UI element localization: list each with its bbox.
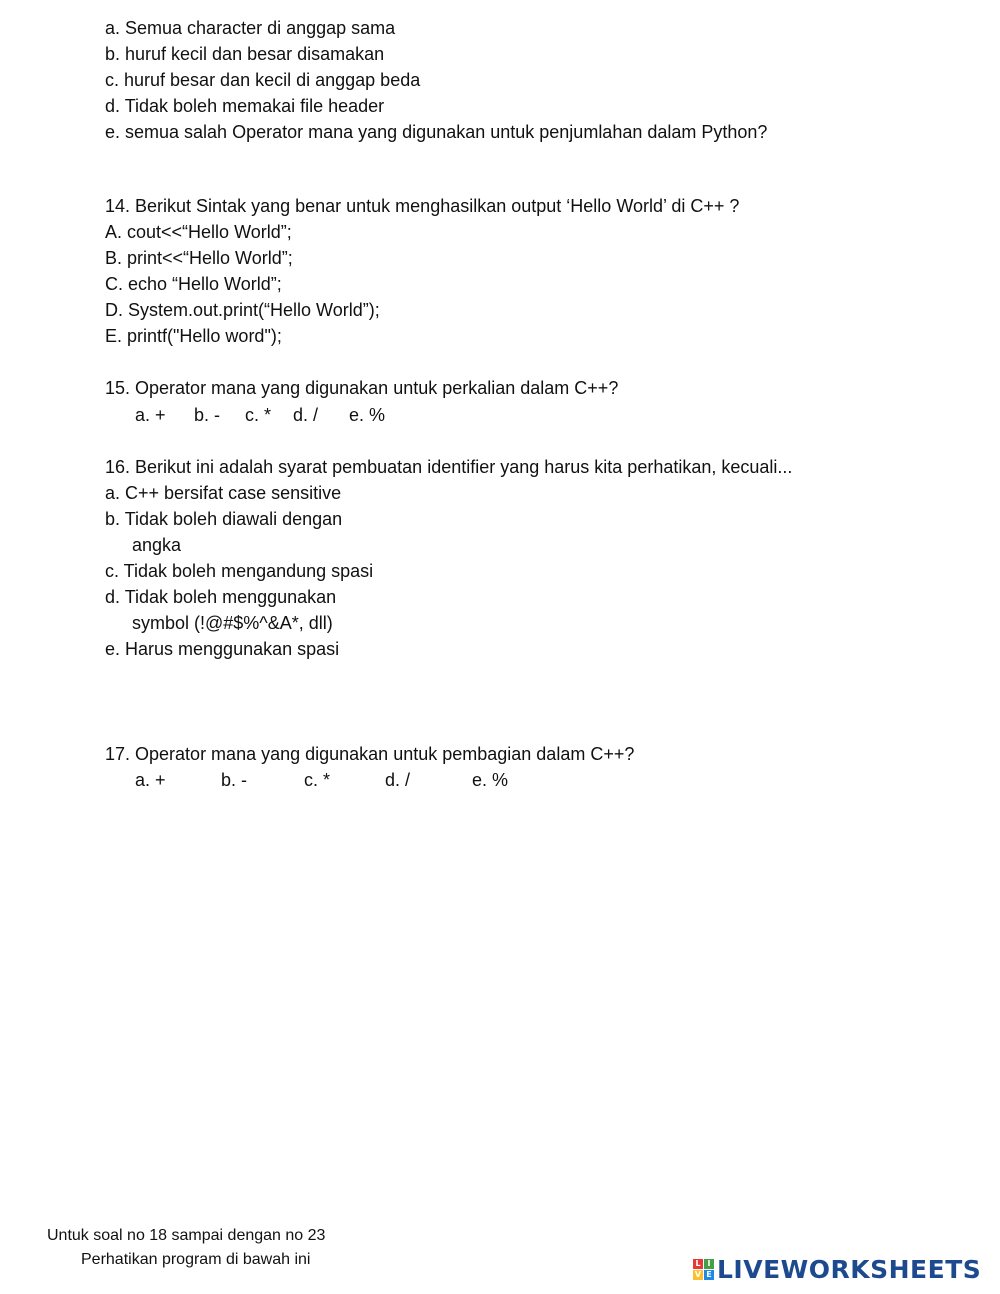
q17-option-e: e. % bbox=[472, 770, 509, 790]
q16-option-b-cont: angka bbox=[132, 535, 182, 555]
q17-question: 17. Operator mana yang digunakan untuk pembagian dalam C++? bbox=[105, 744, 635, 764]
q17-option-a: a. + bbox=[135, 770, 166, 790]
q17-option-b: b. - bbox=[221, 770, 248, 790]
q16-option-d: d. Tidak boleh menggunakan bbox=[105, 587, 337, 607]
q13-option-b: b. huruf kecil dan besar disamakan bbox=[105, 44, 385, 64]
q16-option-a: a. C++ bersifat case sensitive bbox=[105, 483, 342, 503]
liveworksheets-logo-text: LIVEWORKSHEETS bbox=[717, 1254, 982, 1284]
footer-instruction: Perhatikan program di bawah ini bbox=[81, 1251, 311, 1268]
q14-question: 14. Berikut Sintak yang benar untuk menghasilkan output ‘Hello World’ di C++ ? bbox=[105, 196, 740, 216]
q16-option-b: b. Tidak boleh diawali dengan bbox=[105, 509, 343, 529]
q16-question: 16. Berikut ini adalah syarat pembuatan identifier yang harus kita perhatikan, kecuali... bbox=[105, 457, 793, 477]
q16-option-d-cont: symbol (!@#$%^&A*, dll) bbox=[132, 613, 333, 633]
q14-option-d: D. System.out.print(“Hello World”); bbox=[105, 300, 380, 320]
q14-option-a: A. cout<<“Hello World”; bbox=[105, 222, 292, 242]
footer-note: Untuk soal no 18 sampai dengan no 23 bbox=[47, 1227, 326, 1244]
logo-letter-i: I bbox=[704, 1259, 714, 1269]
q13-option-d: d. Tidak boleh memakai file header bbox=[105, 96, 385, 116]
q14-option-c: C. echo “Hello World”; bbox=[105, 274, 282, 294]
q14-option-e: E. printf("Hello word"); bbox=[105, 326, 282, 346]
q15-option-a: a. + bbox=[135, 405, 166, 425]
q13-option-c: c. huruf besar dan kecil di anggap beda bbox=[105, 70, 421, 90]
logo-letter-e: E bbox=[704, 1270, 714, 1280]
q14-option-b: B. print<<“Hello World”; bbox=[105, 248, 293, 268]
q16-option-c: c. Tidak boleh mengandung spasi bbox=[105, 561, 374, 581]
liveworksheets-logo-icon bbox=[693, 1259, 714, 1280]
q16-option-e: e. Harus menggunakan spasi bbox=[105, 639, 340, 659]
q15-option-b: b. - bbox=[194, 405, 221, 425]
q17-option-d: d. / bbox=[385, 770, 411, 790]
q13-option-e: e. semua salah Operator mana yang digunakan untuk penjumlahan dalam Python? bbox=[105, 122, 768, 142]
q17-option-c: c. * bbox=[304, 770, 331, 790]
logo-letter-l: L bbox=[693, 1259, 703, 1269]
q15-option-d: d. / bbox=[293, 405, 319, 425]
q15-question: 15. Operator mana yang digunakan untuk perkalian dalam C++? bbox=[105, 378, 619, 398]
q15-option-e: e. % bbox=[349, 405, 386, 425]
q15-option-c: c. * bbox=[245, 405, 272, 425]
q13-option-a: a. Semua character di anggap sama bbox=[105, 18, 396, 38]
liveworksheets-logo bbox=[693, 1254, 981, 1284]
logo-letter-v: V bbox=[694, 1269, 702, 1279]
